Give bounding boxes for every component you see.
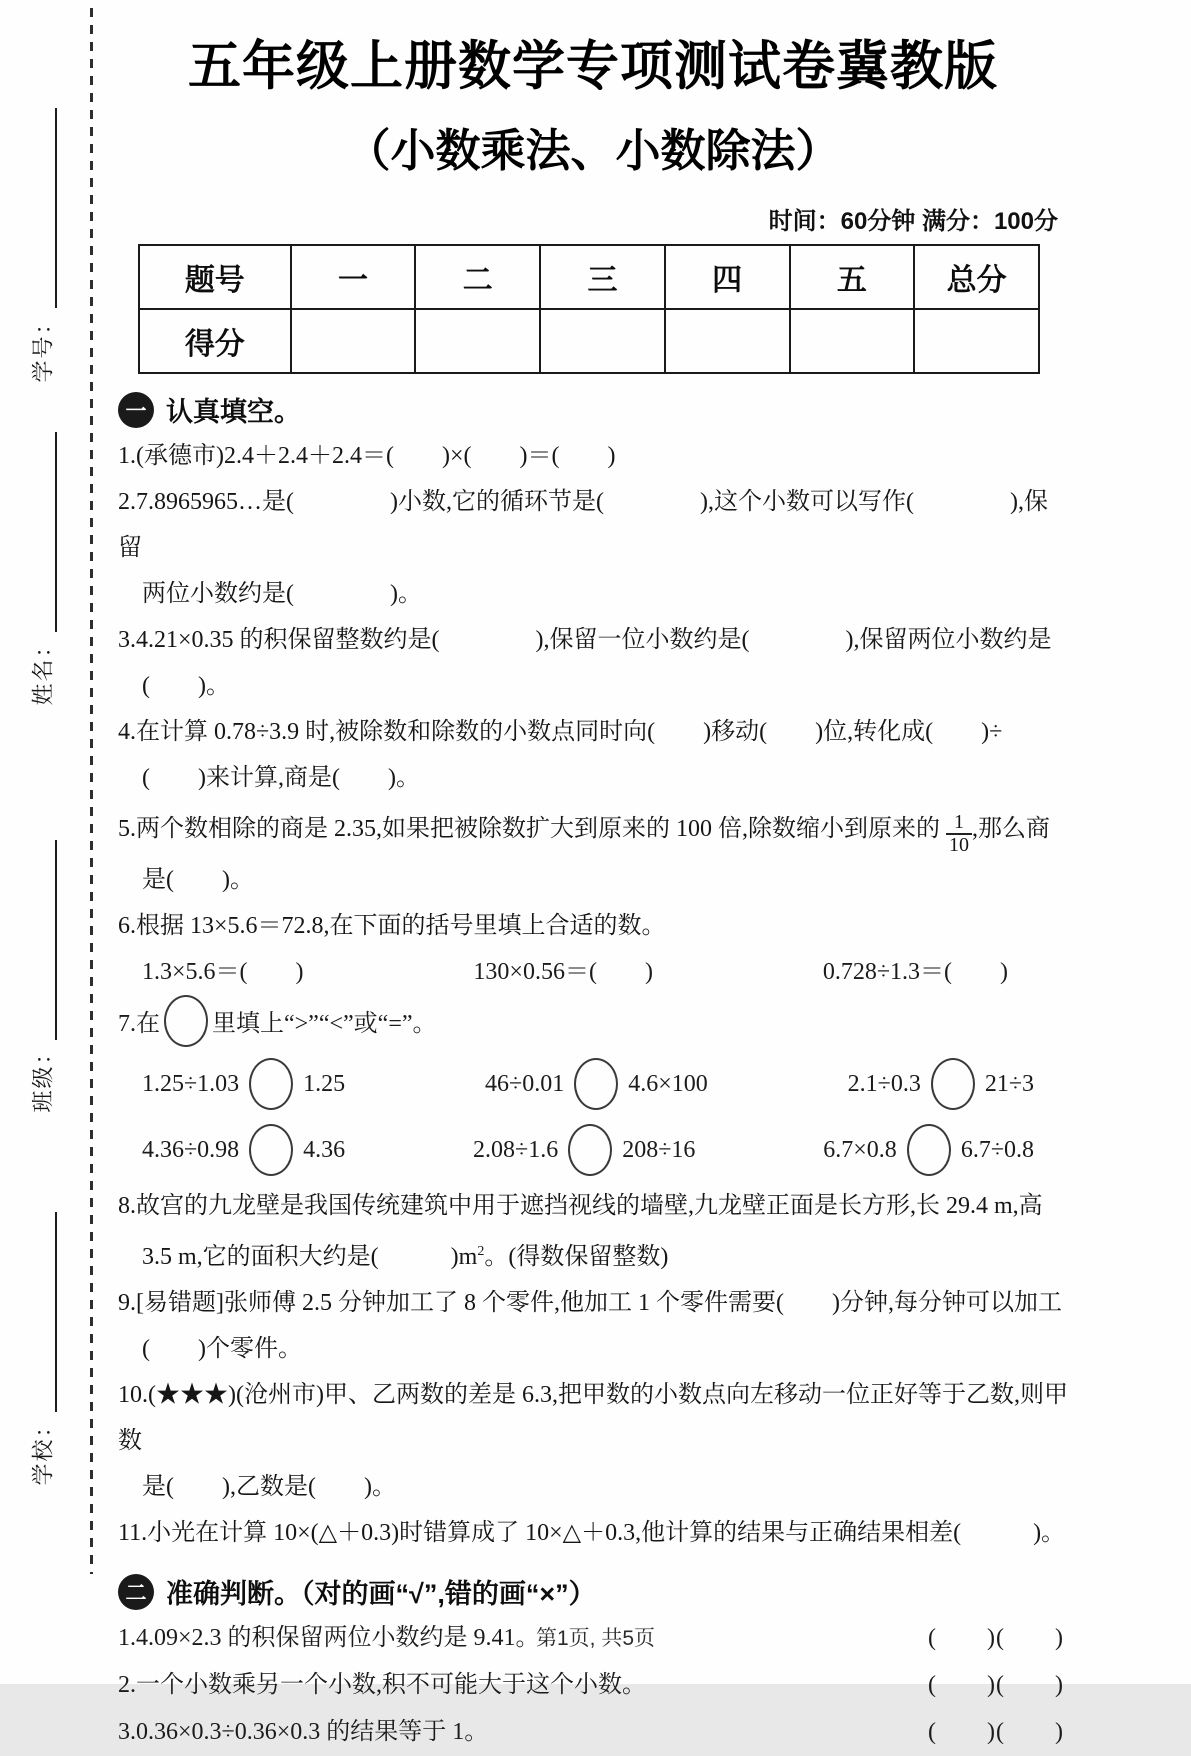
comparison-right: 21÷3 <box>984 1070 1034 1097</box>
fraction-numerator: 1 <box>954 811 964 833</box>
question-6-equations <box>118 949 1068 995</box>
question-3-line-2: ( )。 <box>142 673 230 699</box>
comparison-right: 1.25 <box>303 1070 346 1097</box>
student-id-label: 学号： <box>30 310 56 383</box>
section-one-icon: 一 <box>118 392 154 428</box>
question-10-line-1: 10.(★★★)(沧州市)甲、乙两数的差是 6.3,把甲数的小数点向左移动一位正好等于乙数,则甲数 <box>118 1382 1068 1454</box>
school-label: 学校： <box>30 1413 56 1486</box>
score-blank-cell <box>665 309 790 373</box>
time-score-info: 时间：60分钟 满分：100分 <box>768 208 1058 235</box>
question-8-line-2 <box>118 1229 1068 1280</box>
score-table-header-row <box>139 245 1039 309</box>
class-writing-line <box>55 840 57 1040</box>
score-blank-cell <box>415 309 540 373</box>
question-4-line-1: 4.在计算 0.78÷3.9 时,被除数和除数的小数点同时向( )移动( )位,转化成( )÷ <box>118 719 1003 745</box>
name-label: 姓名： <box>30 633 56 706</box>
question-5-line-2: 是( )。 <box>142 867 254 893</box>
question-5-text-after: ,那么商 <box>972 816 1050 842</box>
school-writing-line <box>55 1212 57 1412</box>
comparison-item <box>142 1058 345 1110</box>
score-blank-cell <box>790 309 915 373</box>
section-two-icon: 二 <box>118 1574 154 1610</box>
score-blank-cell <box>540 309 665 373</box>
question-8-text: 3.5 m,它的面积大约是( )m <box>142 1244 478 1270</box>
question-9-line-2: ( )个零件。 <box>142 1336 302 1362</box>
judge-answer-slot: ( )( ) <box>928 1625 1064 1651</box>
score-header-cell: 题号 <box>139 245 291 309</box>
answer-circle-icon <box>164 995 208 1047</box>
page-number: 第1页, 共5页 <box>535 1627 656 1650</box>
comparison-right: 208÷16 <box>622 1136 696 1163</box>
score-header-cell: 总分 <box>914 245 1039 309</box>
equation-blank: 1.3×5.6＝( ) <box>142 959 304 985</box>
comparison-item <box>473 1124 695 1176</box>
question-11: 11.小光在计算 10×(△＋0.3)时错算成了 10×△＋0.3,他计算的结果与正确结果相差( )。 <box>118 1520 1066 1546</box>
judge-question-text: 1.4.09×2.3 的积保留两位小数约是 9.41。 <box>118 1625 540 1651</box>
comparison-left: 6.7×0.8 <box>823 1136 897 1163</box>
judge-question-text: 2.一个小数乘另一个小数,积不可能大于这个小数。 <box>118 1672 646 1698</box>
score-row-label: 得分 <box>139 309 291 373</box>
comparison-left: 2.08÷1.6 <box>473 1136 559 1163</box>
answer-circle-icon <box>249 1124 293 1176</box>
comparison-left: 46÷0.01 <box>485 1070 565 1097</box>
question-4-line-2: ( )来计算,商是( )。 <box>142 765 420 791</box>
class-label: 班级： <box>30 1040 56 1113</box>
question-5-line-1 <box>118 801 1068 857</box>
page-subtitle: （小数乘法、小数除法） <box>345 125 841 176</box>
question-8-text-after: 。(得数保留整数) <box>484 1244 669 1270</box>
score-header-cell: 二 <box>415 245 540 309</box>
comparison-item <box>823 1124 1034 1176</box>
judge-answer-slot: ( )( ) <box>928 1719 1064 1745</box>
answer-circle-icon <box>249 1058 293 1110</box>
question-7-text: 7.在 <box>118 1011 160 1037</box>
score-table <box>138 244 1040 374</box>
comparison-right: 6.7÷0.8 <box>960 1136 1034 1163</box>
judge-answer-slot: ( )( ) <box>928 1672 1064 1698</box>
score-header-cell: 四 <box>665 245 790 309</box>
answer-circle-icon <box>568 1124 612 1176</box>
student-id-writing-line <box>55 108 57 308</box>
comparison-row-2 <box>118 1117 1068 1183</box>
judge-question-text: 3.0.36×0.3÷0.36×0.3 的结果等于 1。 <box>118 1719 489 1745</box>
comparison-left: 4.36÷0.98 <box>142 1136 240 1163</box>
main-content <box>118 24 1068 1756</box>
question-9-line-1: 9.[易错题]张师傅 2.5 分钟加工了 8 个零件,他加工 1 个零件需要( )分钟,每分钟可以加工 <box>118 1290 1062 1316</box>
fraction-one-tenth <box>946 812 972 856</box>
comparison-left: 1.25÷1.03 <box>142 1070 240 1097</box>
question-1: 1.(承德市)2.4＋2.4＋2.4＝( )×( )＝( ) <box>118 443 616 469</box>
comparison-item <box>485 1058 708 1110</box>
equation-blank: 0.728÷1.3＝( ) <box>822 959 1008 985</box>
comparison-item <box>848 1058 1034 1110</box>
binding-dashed-line <box>90 8 93 1574</box>
judge-question-2 <box>118 1662 1068 1709</box>
judge-question-3 <box>118 1709 1068 1756</box>
answer-circle-icon <box>574 1058 618 1110</box>
score-header-cell: 五 <box>790 245 915 309</box>
score-blank-cell <box>914 309 1039 373</box>
question-2-line-1: 2.7.8965965…是( )小数,它的循环节是( ),这个小数可以写作( ),保留 <box>118 489 1048 561</box>
question-8-line-1: 8.故宫的九龙壁是我国传统建筑中用于遮挡视线的墙壁,九龙壁正面是长方形,长 29.4 m,高 <box>118 1193 1043 1219</box>
comparison-left: 2.1÷0.3 <box>847 1070 921 1097</box>
score-header-cell: 三 <box>540 245 665 309</box>
equation-blank: 130×0.56＝( ) <box>473 959 653 985</box>
question-5-text: 5.两个数相除的商是 2.35,如果把被除数扩大到原来的 100 倍,除数缩小到原来的 <box>118 816 946 842</box>
question-7-text-after: 里填上“>”“<”或“=”。 <box>212 1011 437 1037</box>
name-writing-line <box>55 432 57 632</box>
section-two-header <box>118 1572 1068 1611</box>
section-two-title: 准确判断。（对的画“√”,错的画“×”） <box>166 1579 596 1609</box>
comparison-row-1 <box>118 1051 1068 1117</box>
question-10-line-2: 是( ),乙数是( )。 <box>142 1474 396 1500</box>
question-2-line-2: 两位小数约是( )。 <box>142 581 422 607</box>
answer-circle-icon <box>907 1124 951 1176</box>
section-one-title: 认真填空。 <box>166 397 301 427</box>
score-blank-cell <box>291 309 416 373</box>
answer-circle-icon <box>931 1058 975 1110</box>
comparison-right: 4.36 <box>303 1136 346 1163</box>
question-7-header <box>118 995 1068 1051</box>
page-title: 五年级上册数学专项测试卷冀教版 <box>188 37 998 96</box>
section-one-header <box>118 390 1068 429</box>
comparison-item <box>142 1124 345 1176</box>
fraction-denominator: 10 <box>946 833 972 856</box>
score-table-value-row <box>139 309 1039 373</box>
question-3-line-1: 3.4.21×0.35 的积保留整数约是( ),保留一位小数约是( ),保留两位小数约是 <box>118 627 1052 653</box>
score-header-cell: 一 <box>291 245 416 309</box>
question-6-line-1: 6.根据 13×5.6＝72.8,在下面的括号里填上合适的数。 <box>118 913 666 939</box>
square-superscript: 2 <box>477 1244 485 1259</box>
comparison-right: 4.6×100 <box>628 1070 708 1097</box>
